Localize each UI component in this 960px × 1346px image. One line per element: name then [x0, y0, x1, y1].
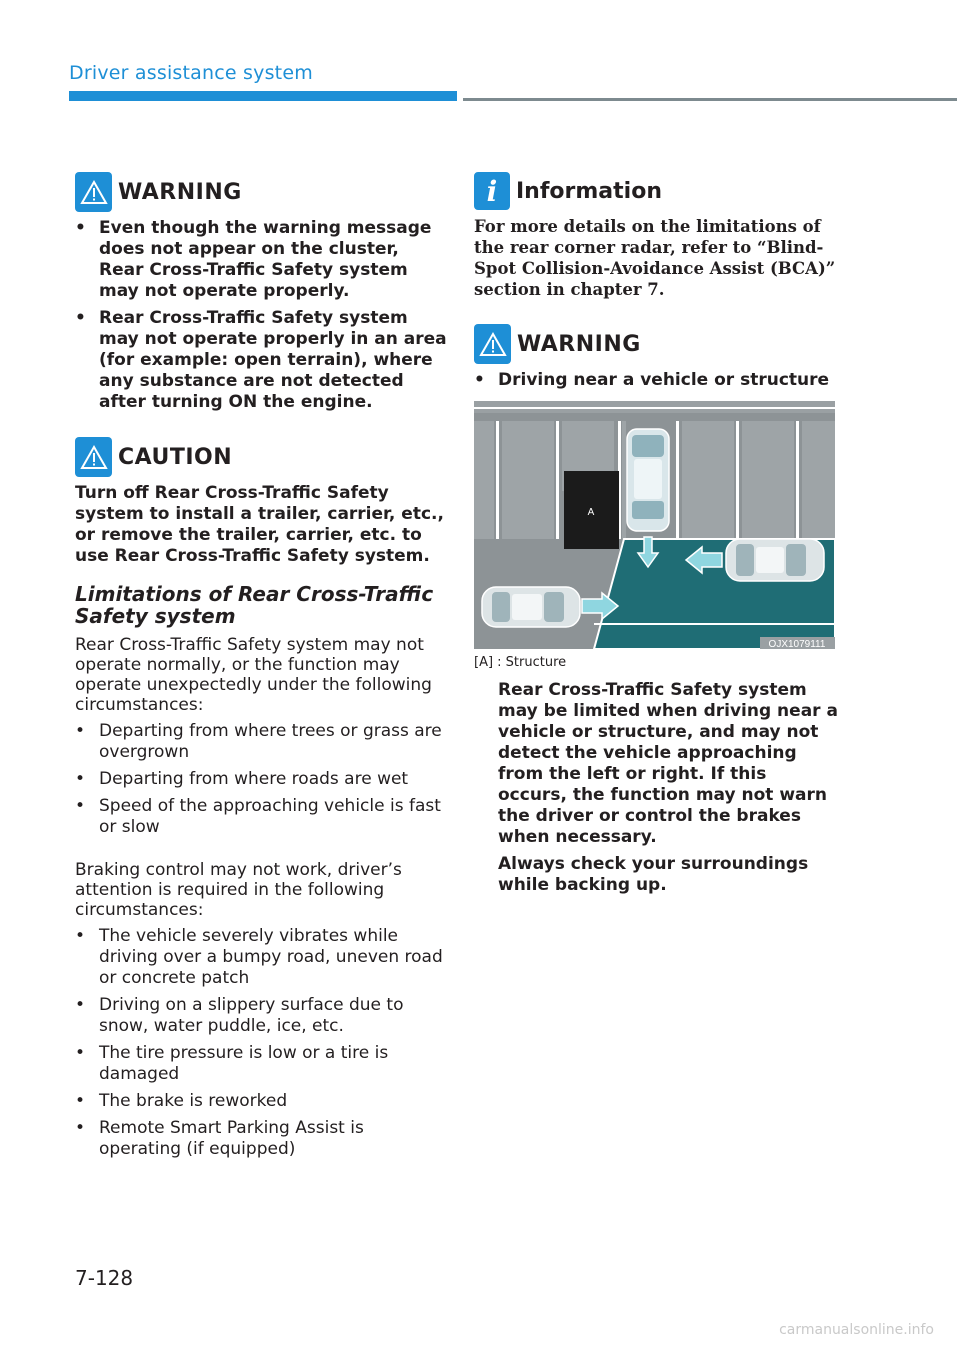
- list-item: • Departing from where trees or grass are overgrown: [75, 721, 447, 763]
- warning-label: WARNING: [517, 331, 641, 357]
- list-item: • Rear Cross-Traffic Safety system may not operate properly in an area (for example: open terrain), where any substance are not detected after turning ON the engine.: [75, 308, 447, 413]
- list-item: • Departing from where roads are wet: [75, 769, 447, 790]
- warning-list: [474, 370, 839, 391]
- list-item: • Even though the warning message does not appear on the cluster, Rear Cross-Traffic Safety system may not operate properly.: [75, 218, 447, 302]
- caution-label: CAUTION: [118, 444, 233, 470]
- limitations-intro: Rear Cross-Traffic Safety system may not operate normally, or the function may operate unexpectedly under the following circumstances:: [75, 635, 432, 715]
- left-column: [75, 172, 447, 1166]
- right-column: [474, 172, 839, 896]
- list-item: • Remote Smart Parking Assist is operating (if equipped): [75, 1118, 447, 1160]
- warning-triangle-icon: [474, 324, 511, 364]
- braking-intro: Braking control may not work, driver’s attention is required in the following circumstances:: [75, 860, 402, 920]
- surroundings-text: Always check your surroundings while backing up.: [498, 854, 809, 895]
- caution-heading: [75, 437, 447, 477]
- list-item: • The vehicle severely vibrates while driving over a bumpy road, uneven road or concrete patch: [75, 926, 447, 989]
- info-text: For more details on the limitations of the rear corner radar, refer to “Blind-Spot Collision-Avoidance Assist (BCA)” section in chapter 7.: [474, 217, 836, 299]
- list-item: • Driving near a vehicle or structure: [474, 370, 839, 391]
- limitations-title: Limitations of Rear Cross-Traffic Safety system: [75, 582, 434, 628]
- warning-heading: [75, 172, 447, 212]
- info-icon: i: [474, 172, 510, 210]
- section-title: Driver assistance system: [69, 62, 313, 84]
- list-item: • Driving on a slippery surface due to snow, water puddle, ice, etc.: [75, 995, 447, 1037]
- header-rule-accent: [69, 91, 457, 101]
- header-rule: [463, 98, 957, 101]
- braking-list: [75, 926, 447, 1160]
- parking-illustration: [474, 401, 835, 649]
- rcts-limitation-text: Rear Cross-Traffic Safety system may be limited when driving near a vehicle or structure, and may not detect the vehicle approaching from the left or right. If this occurs, the function may not warn the driver or control the brakes when necessary.: [498, 680, 838, 847]
- caution-triangle-icon: [75, 437, 112, 477]
- warning-list: [75, 218, 447, 413]
- watermark: carmanualsonline.info: [779, 1322, 934, 1338]
- info-label: Information: [516, 178, 662, 204]
- structure-label: A: [587, 507, 595, 518]
- list-item: • The tire pressure is low or a tire is damaged: [75, 1043, 447, 1085]
- page-number: 7-128: [75, 1266, 134, 1290]
- figure-caption: [A] : Structure: [474, 655, 567, 670]
- warning-label: WARNING: [118, 179, 242, 205]
- limitations-list: [75, 721, 447, 838]
- list-item: • The brake is reworked: [75, 1091, 447, 1112]
- figure-code: OJX1079111: [768, 639, 826, 649]
- caution-text: Turn off Rear Cross-Traffic Safety system to install a trailer, carrier, etc., or remove the trailer, carrier, etc. to use Rear Cross-Traffic Safety system.: [75, 483, 444, 566]
- warning-heading-2: [474, 324, 839, 364]
- warning-triangle-icon: [75, 172, 112, 212]
- list-item: • Speed of the approaching vehicle is fast or slow: [75, 796, 447, 838]
- info-heading: [474, 172, 839, 210]
